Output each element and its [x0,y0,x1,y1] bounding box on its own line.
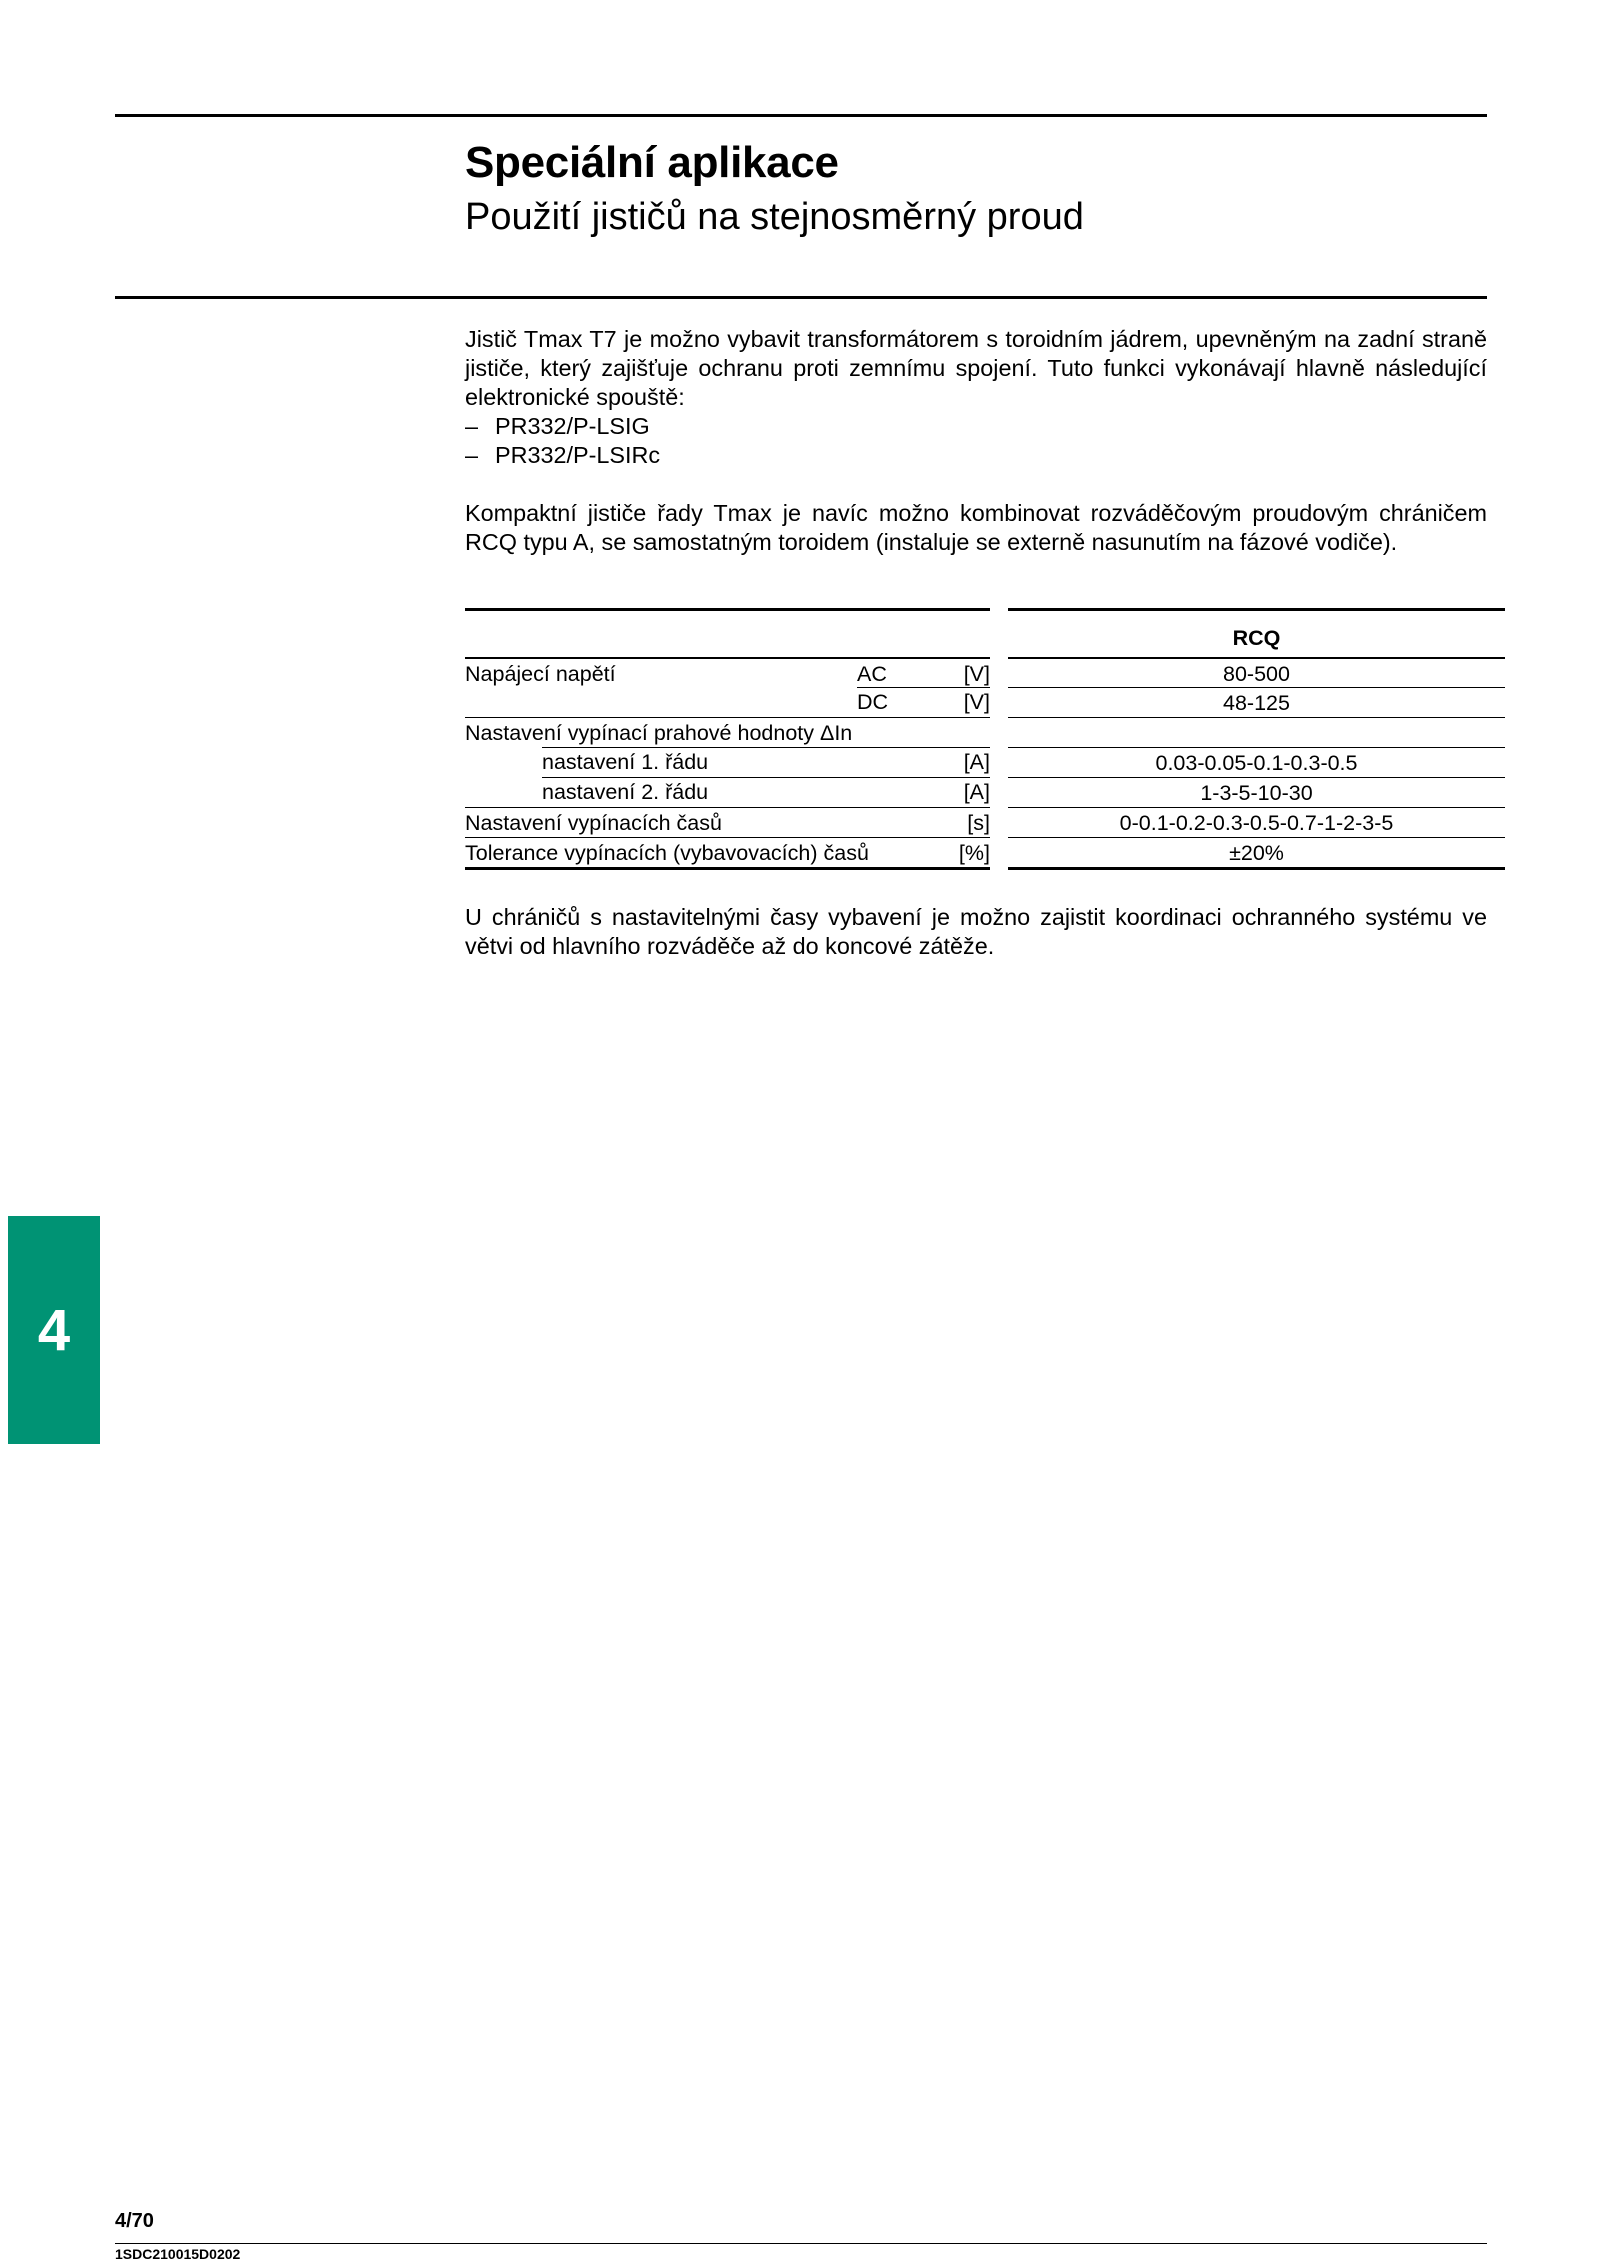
table-header-left [465,608,990,657]
footer-rule [115,2243,1487,2244]
rcq-table-values [1008,608,1505,870]
top-rule [115,114,1487,117]
page-subtitle: Použití jističů na stejnosměrný proud [465,196,1084,238]
release-list [465,412,660,470]
table-row: 1-3-5-10-30 [1008,777,1505,807]
table-row [1008,717,1505,747]
table-row: nastavení 2. řádu [A] [465,777,990,807]
table-row: ±20% [1008,837,1505,867]
table-row: Tolerance vypínacích (vybavovacích) časů [%] [465,837,990,867]
table-row: Napájecí napětí AC [V] [465,657,990,687]
intro-paragraph: Jistič Tmax T7 je možno vybavit transformátorem s toroidním jádrem, upevněným na zadní straně jističe, který zajišťuje ochranu proti zemnímu spojení. Tuto funkci vykonávají hlavně následující elektronické spouště: [465,326,1487,410]
list-item: – PR332/P-LSIRc [465,442,661,468]
table-row: 48-125 [1008,687,1505,717]
table-row: 80-500 [1008,657,1505,687]
page-title: Speciální aplikace [465,138,839,187]
header-rule [115,296,1487,299]
chapter-tab: 4 [8,1216,100,1444]
table-header-rcq: RCQ [1008,608,1505,657]
page-number: 4/70 [115,2210,154,2232]
list-item: – PR332/P-LSIG [465,413,650,439]
table-row: 0.03-0.05-0.1-0.3-0.5 [1008,747,1505,777]
coordination-paragraph: U chráničů s nastavitelnými časy vybavení je možno zajistit koordinaci ochranného systému ve větvi od hlavního rozváděče až do koncové zátěže. [465,904,1487,959]
rcq-paragraph: Kompaktní jističe řady Tmax je navíc možno kombinovat rozváděčovým proudovým chráničem RCQ typu A, se samostatným toroidem (instaluje se externě nasunutím na fázové vodiče). [465,500,1487,555]
table-row: nastavení 1. řádu [A] [465,747,990,777]
document-code: 1SDC210015D0202 [115,2246,241,2262]
rcq-table-labels [465,608,990,870]
table-row: 0-0.1-0.2-0.3-0.5-0.7-1-2-3-5 [1008,807,1505,837]
table-row: DC [V] [465,687,990,717]
table-row: Nastavení vypínací prahové hodnoty ΔIn [465,717,990,747]
table-row: Nastavení vypínacích časů [s] [465,807,990,837]
